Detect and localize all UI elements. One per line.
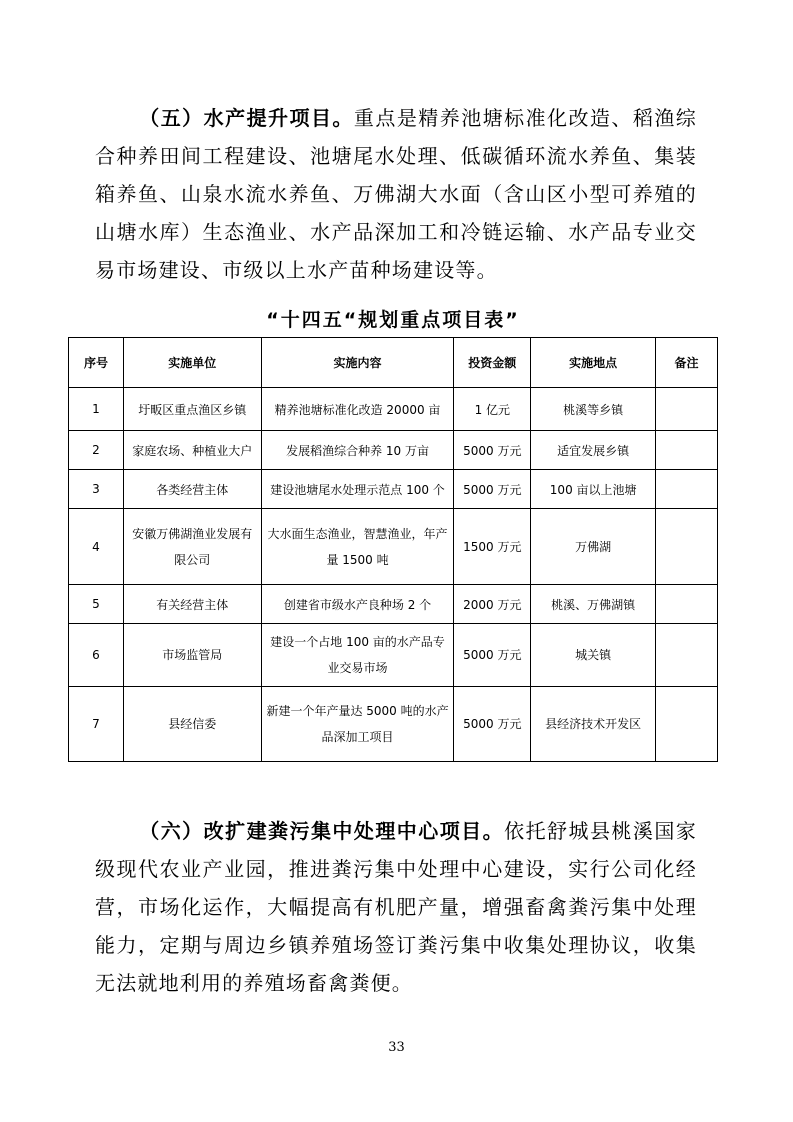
table-row: [69, 509, 718, 585]
header-location: 实施地点: [531, 338, 656, 388]
header-note: 备注: [656, 338, 718, 388]
cell-no: 3: [69, 470, 124, 509]
section6-body: 依托舒城县桃溪国家级现代农业产业园，推进粪污集中处理中心建设，实行公司化经营，市场化运作，大幅提高有机肥产量，增强畜禽粪污集中处理能力，定期与周边乡镇养殖场签订粪污集中收集处理协议，收集无法就地利用的养殖场畜禽粪便。: [95, 819, 697, 995]
header-content: 实施内容: [261, 338, 454, 388]
project-table: [68, 337, 718, 762]
cell-amount: 5000 万元: [454, 624, 531, 687]
cell-unit: 有关经营主体: [123, 585, 261, 624]
cell-location: 城关镇: [531, 624, 656, 687]
cell-content: 创建省市级水产良种场 2 个: [261, 585, 454, 624]
cell-amount: 5000 万元: [454, 431, 531, 470]
cell-content: 建设池塘尾水处理示范点 100 个: [261, 470, 454, 509]
table-title: “十四五“规划重点项目表”: [266, 309, 520, 331]
cell-location: 万佛湖: [531, 509, 656, 585]
cell-note: [656, 585, 718, 624]
section5-paragraph: [95, 99, 697, 289]
section5-heading: （五）水产提升项目。: [139, 106, 354, 130]
cell-no: 6: [69, 624, 124, 687]
cell-unit: 家庭农场、种植业大户: [123, 431, 261, 470]
table-header-row: [69, 338, 718, 388]
cell-amount: 1500 万元: [454, 509, 531, 585]
header-no: 序号: [69, 338, 124, 388]
cell-no: 7: [69, 687, 124, 762]
cell-location: 桃溪、万佛湖镇: [531, 585, 656, 624]
cell-location: 县经济技术开发区: [531, 687, 656, 762]
cell-amount: 1 亿元: [454, 388, 531, 431]
cell-location: 适宜发展乡镇: [531, 431, 656, 470]
cell-unit: 圩畈区重点渔区乡镇: [123, 388, 261, 431]
cell-amount: 5000 万元: [454, 687, 531, 762]
cell-unit: 县经信委: [123, 687, 261, 762]
table-row: [69, 624, 718, 687]
cell-content: 发展稻渔综合种养 10 万亩: [261, 431, 454, 470]
header-amount: 投资金额: [454, 338, 531, 388]
section5-body: 重点是精养池塘标准化改造、稻渔综合种养田间工程建设、池塘尾水处理、低碳循环流水养鱼、集装箱养鱼、山泉水流水养鱼、万佛湖大水面（含山区小型可养殖的山塘水库）生态渔业、水产品深加工和冷链运输、水产品专业交易市场建设、市级以上水产苗种场建设等。: [95, 106, 698, 282]
cell-unit: 安徽万佛湖渔业发展有限公司: [123, 509, 261, 585]
cell-note: [656, 388, 718, 431]
cell-location: 桃溪等乡镇: [531, 388, 656, 431]
cell-location: 100 亩以上池塘: [531, 470, 656, 509]
page-number: 33: [388, 1040, 405, 1055]
table-row: [69, 470, 718, 509]
cell-note: [656, 624, 718, 687]
cell-no: 2: [69, 431, 124, 470]
header-unit: 实施单位: [123, 338, 261, 388]
cell-no: 5: [69, 585, 124, 624]
section6-heading: （六）改扩建粪污集中处理中心项目。: [139, 819, 505, 843]
cell-no: 4: [69, 509, 124, 585]
cell-note: [656, 431, 718, 470]
cell-unit: 市场监管局: [123, 624, 261, 687]
table-row: [69, 687, 718, 762]
table-row: [69, 388, 718, 431]
cell-amount: 2000 万元: [454, 585, 531, 624]
table-row: [69, 585, 718, 624]
cell-content: 精养池塘标准化改造 20000 亩: [261, 388, 454, 431]
cell-unit: 各类经营主体: [123, 470, 261, 509]
cell-content: 建设一个占地 100 亩的水产品专业交易市场: [261, 624, 454, 687]
table-row: [69, 431, 718, 470]
cell-content: 新建一个年产量达 5000 吨的水产品深加工项目: [261, 687, 454, 762]
cell-note: [656, 509, 718, 585]
cell-amount: 5000 万元: [454, 470, 531, 509]
section6-paragraph: [95, 812, 697, 1002]
cell-note: [656, 687, 718, 762]
cell-content: 大水面生态渔业，智慧渔业，年产量 1500 吨: [261, 509, 454, 585]
cell-note: [656, 470, 718, 509]
cell-no: 1: [69, 388, 124, 431]
